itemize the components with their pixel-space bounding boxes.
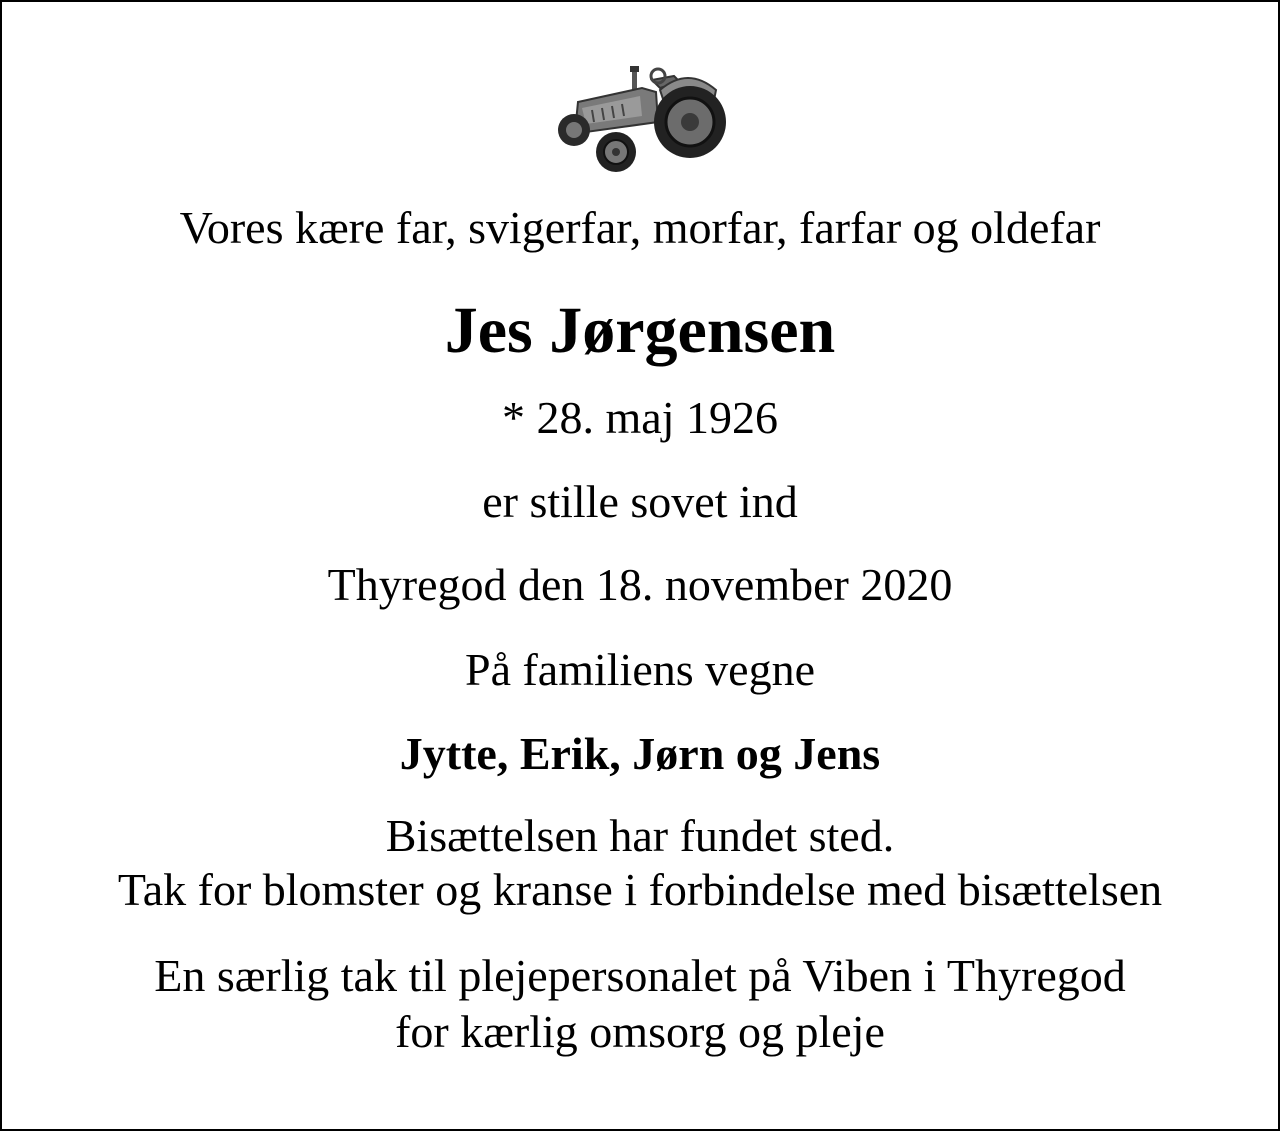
place-date-line: Thyregod den 18. november 2020: [327, 559, 953, 610]
funeral-line-2: Tak for blomster og kranse i forbindelse med bisættelsen: [117, 864, 1163, 915]
passed-line: er stille sovet ind: [482, 476, 798, 527]
on-behalf-line: På familiens vegne: [464, 644, 815, 695]
tractor-icon: [556, 60, 730, 172]
thanks-line-1: En særlig tak til plejepersonalet på Viben i Thyregod: [154, 950, 1126, 1001]
intro-line: Vores kære far, svigerfar, morfar, farfar og oldefar: [179, 202, 1101, 253]
deceased-name: Jes Jørgensen: [444, 294, 836, 367]
funeral-line-1: Bisættelsen har fundet sted.: [385, 810, 895, 861]
signers-line: Jytte, Erik, Jørn og Jens: [399, 728, 881, 779]
birth-date: * 28. maj 1926: [502, 392, 778, 443]
thanks-line-2: for kærlig omsorg og pleje: [395, 1006, 885, 1057]
